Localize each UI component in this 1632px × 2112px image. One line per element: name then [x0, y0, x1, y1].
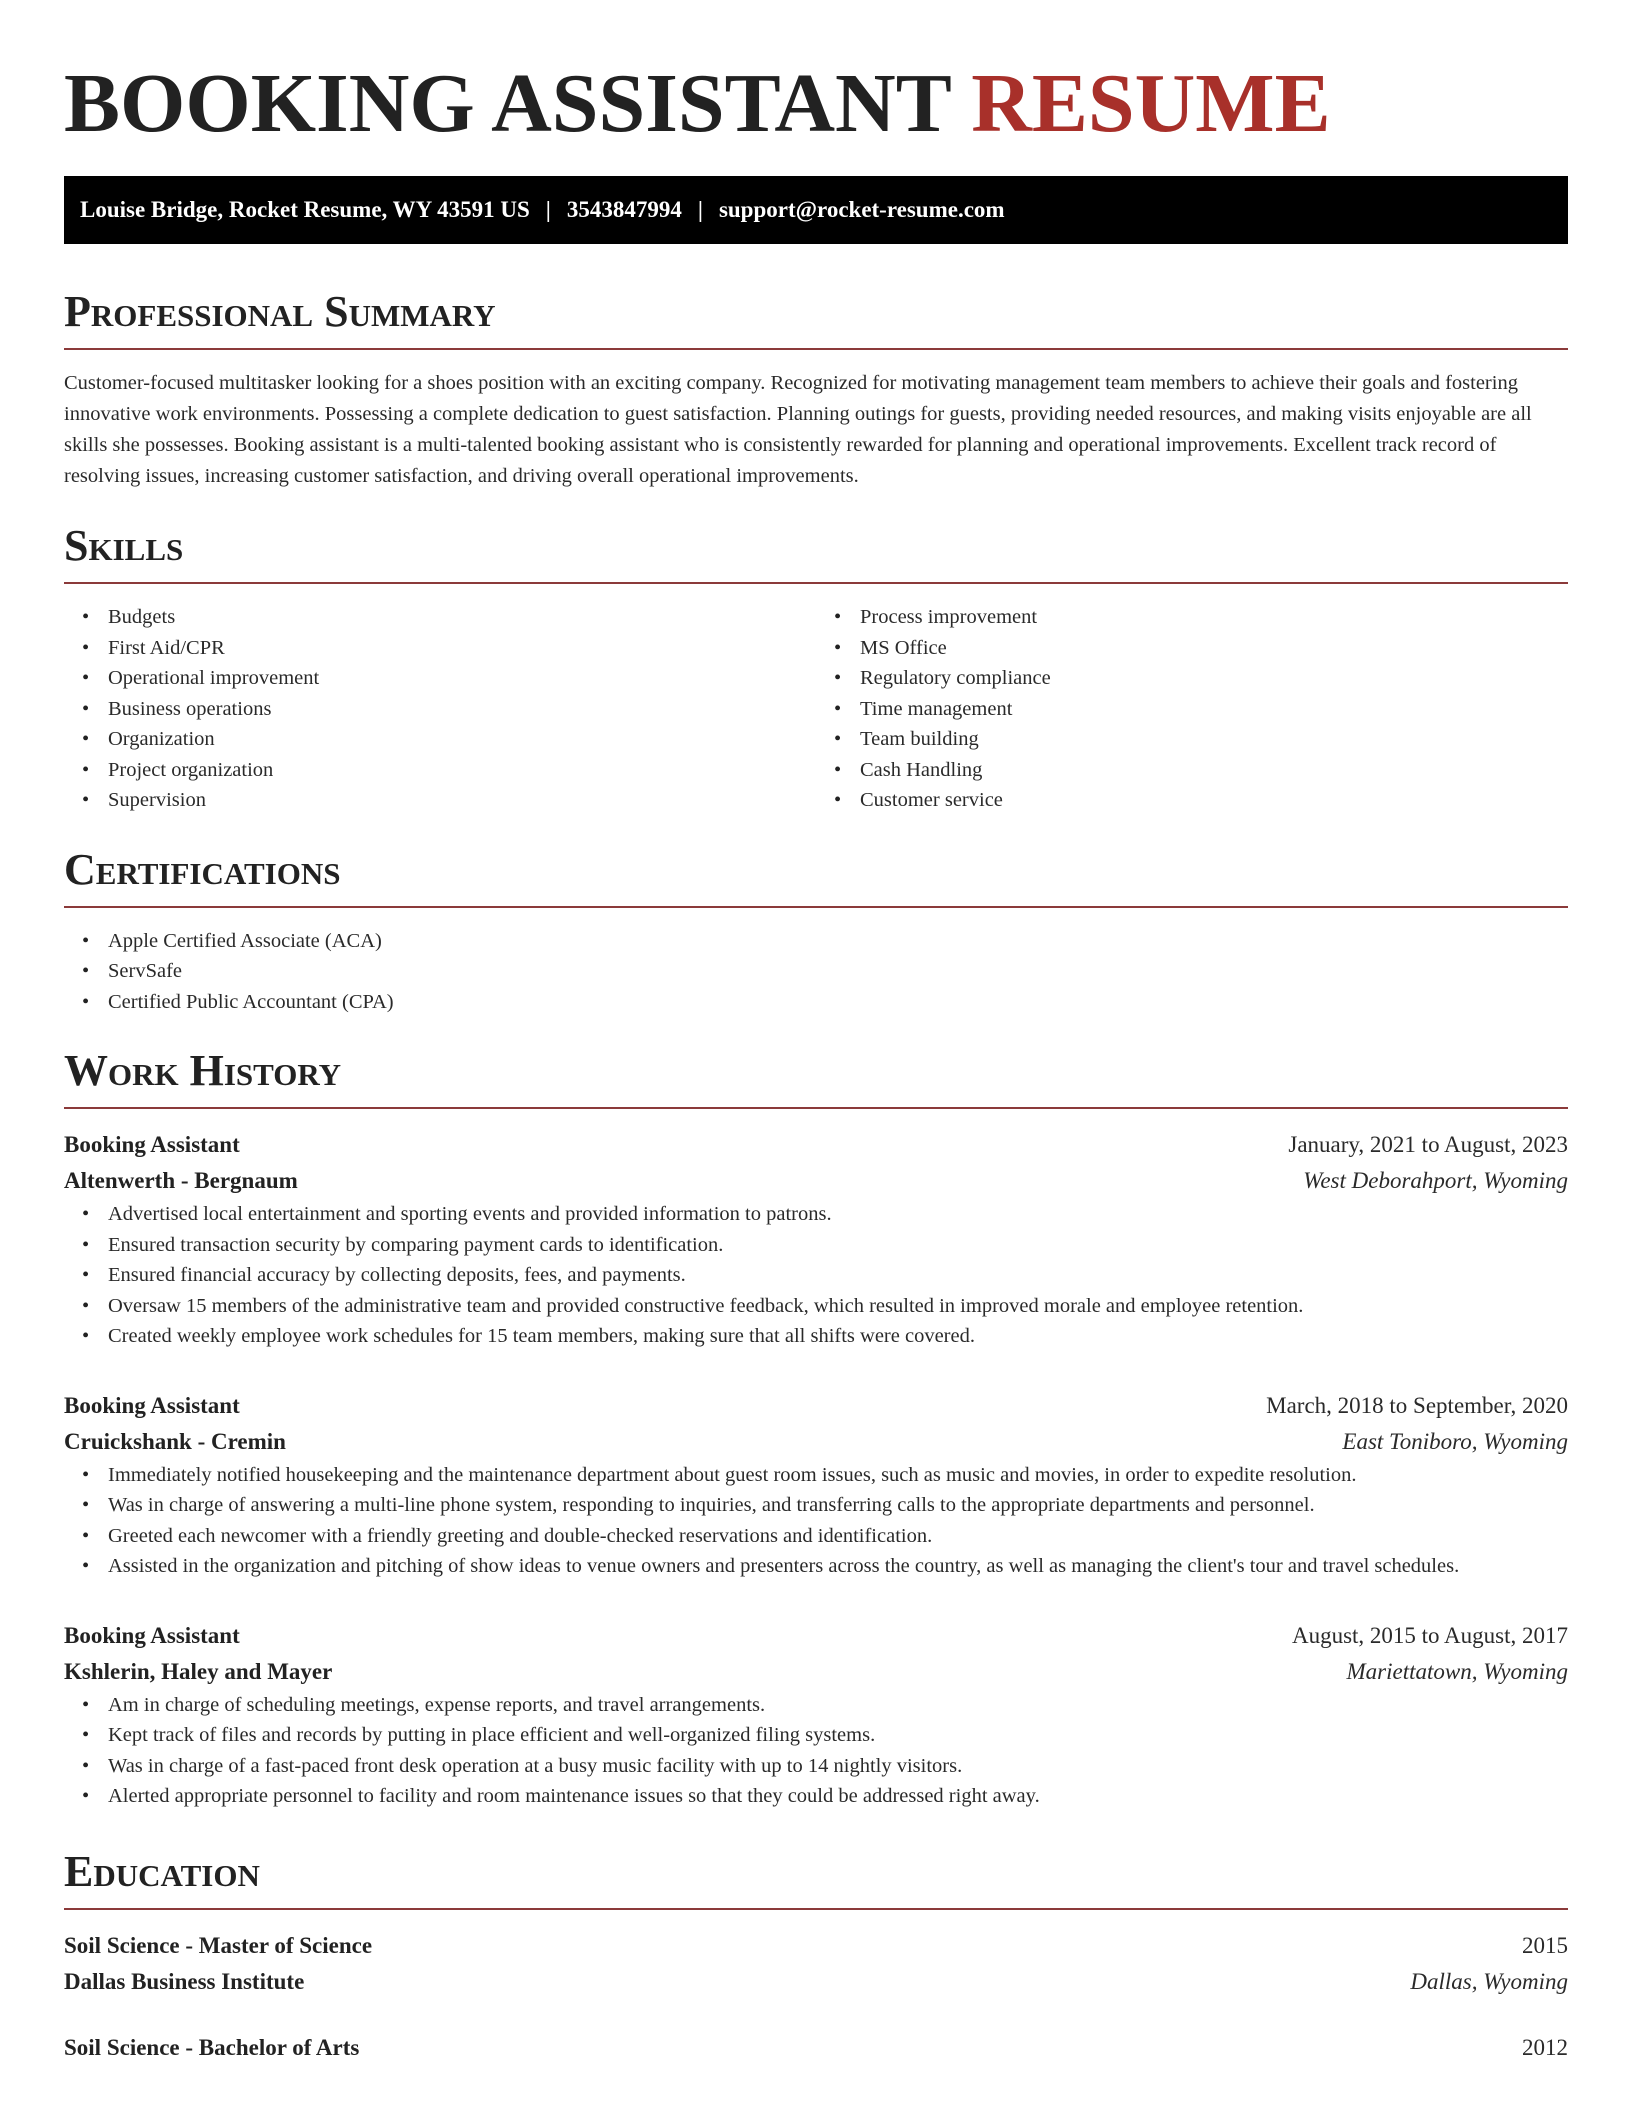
job-duties — [64, 1199, 1568, 1352]
job-duty: • Greeted each newcomer with a friendly greeting and double-checked reservations and identification. — [108, 1521, 1568, 1552]
job-header-row — [64, 1388, 1568, 1424]
skill-item: • Organization — [108, 724, 816, 755]
education-degree: Soil Science - Bachelor of Arts — [64, 2034, 360, 2060]
contact-separator: | — [545, 197, 551, 222]
job-dates: March, 2018 to September, 2020 — [1266, 1392, 1568, 1418]
summary-text: Customer-focused multitasker looking for a shoes position with an exciting company. Recognized for motivating management team members to achieve their goals and fostering innovative work environments. Possessing a complete dedication to guest satisfaction. Planning outings for guests, providing needed resources, and making visits enjoyable are all skills she possesses. Booking assistant is a multi-talented booking assistant who is consistently rewarded for planning and operational improvements. Excellent track record of resolving issues, increasing customer satisfaction, and driving overall operational improvements. — [64, 372, 1532, 487]
skill-item: • Customer service — [860, 785, 1568, 816]
education-degree: Soil Science - Master of Science — [64, 1932, 373, 1958]
job-duty: • Ensured financial accuracy by collecting deposits, fees, and payments. — [108, 1260, 1568, 1291]
education-entry — [64, 2030, 1568, 2066]
education-degree-row — [64, 2030, 1568, 2066]
certifications-heading: Certifications — [64, 844, 341, 894]
skills-list-left — [64, 602, 816, 816]
skill-item: • Time management — [860, 694, 1568, 725]
skills-heading: Skills — [64, 521, 184, 570]
job-entry — [64, 1127, 1568, 1352]
skills-columns — [64, 602, 1568, 816]
skill-item: • Team building — [860, 724, 1568, 755]
job-title: Booking Assistant — [64, 1132, 240, 1157]
job-entry — [64, 1618, 1568, 1812]
resume-title-main: BOOKING ASSISTANT — [64, 57, 951, 150]
job-duty: • Ensured transaction security by comparing payment cards to identification. — [108, 1230, 1568, 1261]
section-divider — [64, 582, 1568, 584]
skill-item: • Operational improvement — [108, 663, 816, 694]
job-dates: August, 2015 to August, 2017 — [1291, 1622, 1568, 1648]
education-entry — [64, 1928, 1568, 2000]
job-duty: • Was in charge of answering a multi-line phone system, responding to inquiries, and transferring calls to the appropriate departments and personnel. — [108, 1490, 1568, 1521]
job-duties — [64, 1460, 1568, 1582]
job-duty: • Alerted appropriate personnel to facility and room maintenance issues so that they could be addressed right away. — [108, 1781, 1568, 1812]
education-degree-row — [64, 1928, 1568, 1964]
section-divider — [64, 1107, 1568, 1109]
contact-bar — [64, 176, 1568, 244]
section-divider — [64, 1908, 1568, 1910]
education-year: 2012 — [1522, 2034, 1568, 2060]
contact-address: Louise Bridge, Rocket Resume, WY 43591 US — [80, 197, 530, 222]
job-duties — [64, 1690, 1568, 1812]
job-title: Booking Assistant — [64, 1622, 240, 1648]
summary-section — [64, 288, 1568, 492]
job-duty: • Created weekly employee work schedules for 15 team members, making sure that all shifts were covered. — [108, 1321, 1568, 1352]
skill-item: • Cash Handling — [860, 755, 1568, 786]
job-location: West Deborahport, Wyoming — [1303, 1168, 1568, 1193]
job-company-row — [64, 1654, 1568, 1690]
job-company-row — [64, 1424, 1568, 1460]
job-duty: • Advertised local entertainment and sporting events and provided information to patrons. — [108, 1199, 1568, 1230]
job-duty: • Assisted in the organization and pitching of show ideas to venue owners and presenters across the country, as well as managing the client's tour and travel schedules. — [108, 1551, 1568, 1582]
job-company: Altenwerth - Bergnaum — [64, 1168, 298, 1193]
contact-phone: 3543847994 — [566, 197, 682, 222]
education-heading: Education — [64, 1846, 260, 1896]
resume-title-accent: RESUME — [971, 57, 1331, 150]
skill-item: • Business operations — [108, 694, 816, 725]
skills-section — [64, 522, 1568, 816]
job-duty: • Was in charge of a fast-paced front desk operation at a busy music facility with up to 14 nightly visitors. — [108, 1751, 1568, 1782]
job-dates: January, 2021 to August, 2023 — [1288, 1132, 1568, 1157]
job-duty: • Am in charge of scheduling meetings, expense reports, and travel arrangements. — [108, 1690, 1568, 1721]
education-location: Dallas, Wyoming — [1410, 1968, 1568, 1994]
skill-item: • Process improvement — [860, 602, 1568, 633]
job-company-row — [64, 1163, 1568, 1199]
certifications-section — [64, 846, 1568, 1018]
education-school: Dallas Business Institute — [64, 1968, 305, 1994]
job-title: Booking Assistant — [64, 1392, 240, 1418]
skill-item: • Project organization — [108, 755, 816, 786]
skill-item: • Budgets — [108, 602, 816, 633]
certification-item: • ServSafe — [108, 956, 1568, 987]
resume-title — [64, 56, 1568, 152]
contact-separator: | — [697, 197, 703, 222]
job-duty: • Kept track of files and records by putting in place efficient and well-organized filing systems. — [108, 1720, 1568, 1751]
certification-item: • Certified Public Accountant (CPA) — [108, 987, 1568, 1018]
education-year: 2015 — [1522, 1932, 1568, 1958]
job-location: Mariettatown, Wyoming — [1346, 1658, 1568, 1684]
job-location: East Toniboro, Wyoming — [1342, 1428, 1568, 1454]
summary-heading: Professional Summary — [64, 287, 496, 336]
certification-item: • Apple Certified Associate (ACA) — [108, 926, 1568, 957]
job-company: Kshlerin, Haley and Mayer — [64, 1658, 333, 1684]
job-duty: • Immediately notified housekeeping and the maintenance department about guest room issues, such as music and movies, in order to expedite resolution. — [108, 1460, 1568, 1491]
education-section — [64, 1848, 1568, 2066]
job-duty: • Oversaw 15 members of the administrative team and provided constructive feedback, which resulted in improved morale and employee retention. — [108, 1291, 1568, 1322]
work-history-heading: Work History — [64, 1046, 342, 1095]
section-divider — [64, 906, 1568, 908]
skill-item: • Supervision — [108, 785, 816, 816]
certifications-list — [64, 926, 1568, 1018]
skill-item: • MS Office — [860, 633, 1568, 664]
education-school-row — [64, 1964, 1568, 2000]
skill-item: • First Aid/CPR — [108, 633, 816, 664]
section-divider — [64, 348, 1568, 350]
job-header-row — [64, 1618, 1568, 1654]
contact-email: support@rocket-resume.com — [718, 197, 1005, 222]
job-company: Cruickshank - Cremin — [64, 1428, 286, 1454]
job-header-row — [64, 1127, 1568, 1163]
skill-item: • Regulatory compliance — [860, 663, 1568, 694]
work-history-section — [64, 1047, 1568, 1812]
job-entry — [64, 1388, 1568, 1582]
skills-list-right — [816, 602, 1568, 816]
